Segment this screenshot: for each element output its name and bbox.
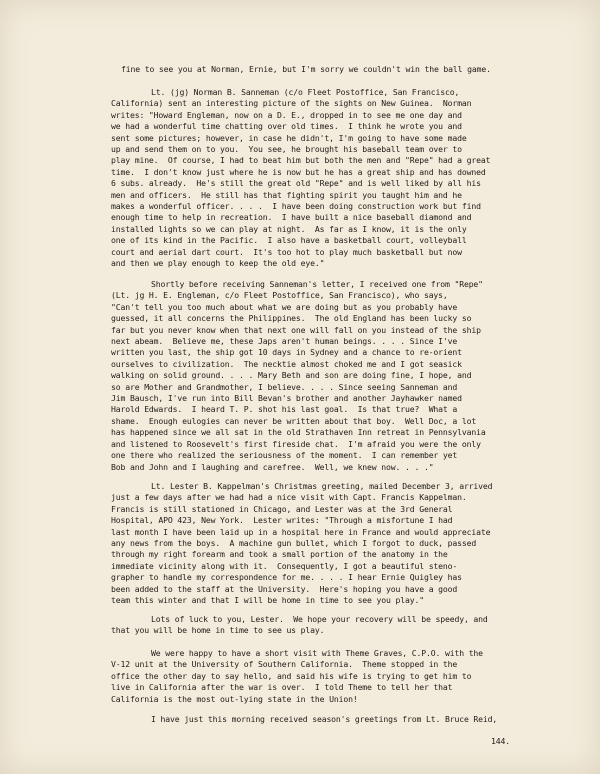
text-line: far but you never know when that next one will fall on you instead of the ship [111,324,481,335]
page-number: 144. [491,736,510,746]
text-line: and then we play enough to keep the old eye." [111,258,325,269]
text-line: 6 subs. already. He's still the great old "Repe" and is well liked by all his [111,178,481,189]
text-line: immediate vicinity along with it. Consequently, I got a beautiful steno- [111,560,458,571]
text-line: live in California after the war is over. I told Theme to tell her that [111,682,453,693]
text-line: sent some pictures; however, in case he didn't, I'm going to have some made [111,132,467,143]
text-line: we had a wonderful time chatting over old times. I think he wrote you and [111,121,462,132]
text-line: Shortly before receiving Sanneman's letter, I received one from "Repe" [151,279,483,289]
text-line: Lots of luck to you, Lester. We hope your recovery will be speedy, and [151,614,488,624]
text-line: Jim Bausch, I've run into Bill Bevan's brother and another Jayhawker named [111,393,462,404]
text-line: one there who realized the seriousness of the moment. I can remember yet [111,450,458,461]
text-line: team this winter and that I will be home in time to see you play." [111,595,424,606]
text-line: ourselves to civilization. The necktie almost choked me and I got seasick [111,358,462,369]
text-line: last month I have been laid up in a hospital here in France and would appreciate [111,526,491,537]
text-line: California is the most out-lying state in the Union! [111,693,358,704]
text-line: walking on solid ground. . . . Mary Beth and son are doing fine, I hope, and [111,370,472,381]
paragraph [0,279,600,473]
text-line: California) sent an interesting picture of the sights on New Guinea. Norman [111,98,472,109]
text-line: men and officers. He still has that fighting spirit you taught him and he [111,189,462,200]
text-line: makes a wonderful officer. . . . I have been doing construction work but find [111,201,481,212]
text-line: Harold Edwards. I heard T. P. shot his last goal. Is that true? What a [111,404,458,415]
text-line: guessed, it all concerns the Philippines. The old England has been lucky so [111,313,472,324]
text-line: Lt. Lester B. Kappelman's Christmas greeting, mailed December 3, arrived [151,481,493,491]
text-line: that you will be home in time to see us play. [111,625,325,636]
text-line: fine to see you at Norman, Ernie, but I'm sorry we couldn't win the ball game. [121,64,491,74]
text-line: Francis is still stationed in Chicago, and Lester was at the 3rd General [111,503,453,514]
text-line: so are Mother and Grandmother, I believe. . . . Since seeing Sanneman and [111,381,458,392]
text-line: up and send them on to you. You see, he brought his baseball team over to [111,144,462,155]
text-line: just a few days after we had had a nice visit with Capt. Francis Kappelman. [111,492,467,503]
text-line: written you last, the ship got 10 days in Sydney and a chance to re-orient [111,347,462,358]
text-line: Bob and John and I laughing and carefree. Well, we knew now. . . ." [111,461,434,472]
text-line: through my right forearm and took a small portion of the anatomy in the [111,549,448,560]
text-line: (Lt. jg H. E. Engleman, c/o Fleet Postoffice, San Francisco), who says, [111,290,448,301]
text-line: I have just this morning received season's greetings from Lt. Bruce Reid, [151,714,498,724]
text-line: time. I don't know just where he is now but he has a great ship and has downed [111,166,486,177]
text-line: court and aerial dart court. It's too hot to play much basketball but now [111,246,462,257]
text-line: has happened since we all sat in the old Strathaven Inn retreat in Pennsylvania [111,427,486,438]
text-line: been added to the staff at the University. Here's hoping you have a good [111,583,458,594]
paragraph [0,481,600,606]
text-line: office the other day to say hello, and said his wife is trying to get him to [111,670,472,681]
text-line: V-12 unit at the University of Southern California. Theme stopped in the [111,659,458,670]
paragraph [0,614,600,637]
text-line: grapher to handle my correspondence for me. . . . I hear Ernie Quigley has [111,572,462,583]
text-line: next abeam. Believe me, these Japs aren't human beings. . . . Since I've [111,336,458,347]
paragraph [0,714,600,725]
text-line: and listened to Roosevelt's first fireside chat. I'm afraid you were the only [111,438,481,449]
paragraph [0,87,600,270]
text-line: play mine. Of course, I had to beat him but both the men and "Repe" had a great [111,155,491,166]
text-line: shame. Enough eulogies can never be written about that boy. Well Doc, a lot [111,415,477,426]
text-line: Lt. (jg) Norman B. Sanneman (c/o Fleet Postoffice, San Francisco, [151,87,460,97]
paragraph [0,64,600,75]
text-line: one of its kind in the Pacific. I also have a basketball court, volleyball [111,235,467,246]
text-line: installed lights so we can play at night. As far as I know, it is the only [111,223,467,234]
paragraph [0,648,600,705]
text-line: "Can't tell you too much about what we are doing but as you probably have [111,301,458,312]
text-line: writes: "Howard Engleman, now on a D. E., dropped in to see me one day and [111,109,462,120]
text-line: enough time to help in recreation. I have built a nice baseball diamond and [111,212,472,223]
text-line: Hospital, APO 423, New York. Lester writes: "Through a misfortune I had [111,515,453,526]
text-line: any news from the boys. A machine gun bullet, which I forgot to duck, passed [111,538,477,549]
text-line: We were happy to have a short visit with Theme Graves, C.P.O. with the [151,648,483,658]
